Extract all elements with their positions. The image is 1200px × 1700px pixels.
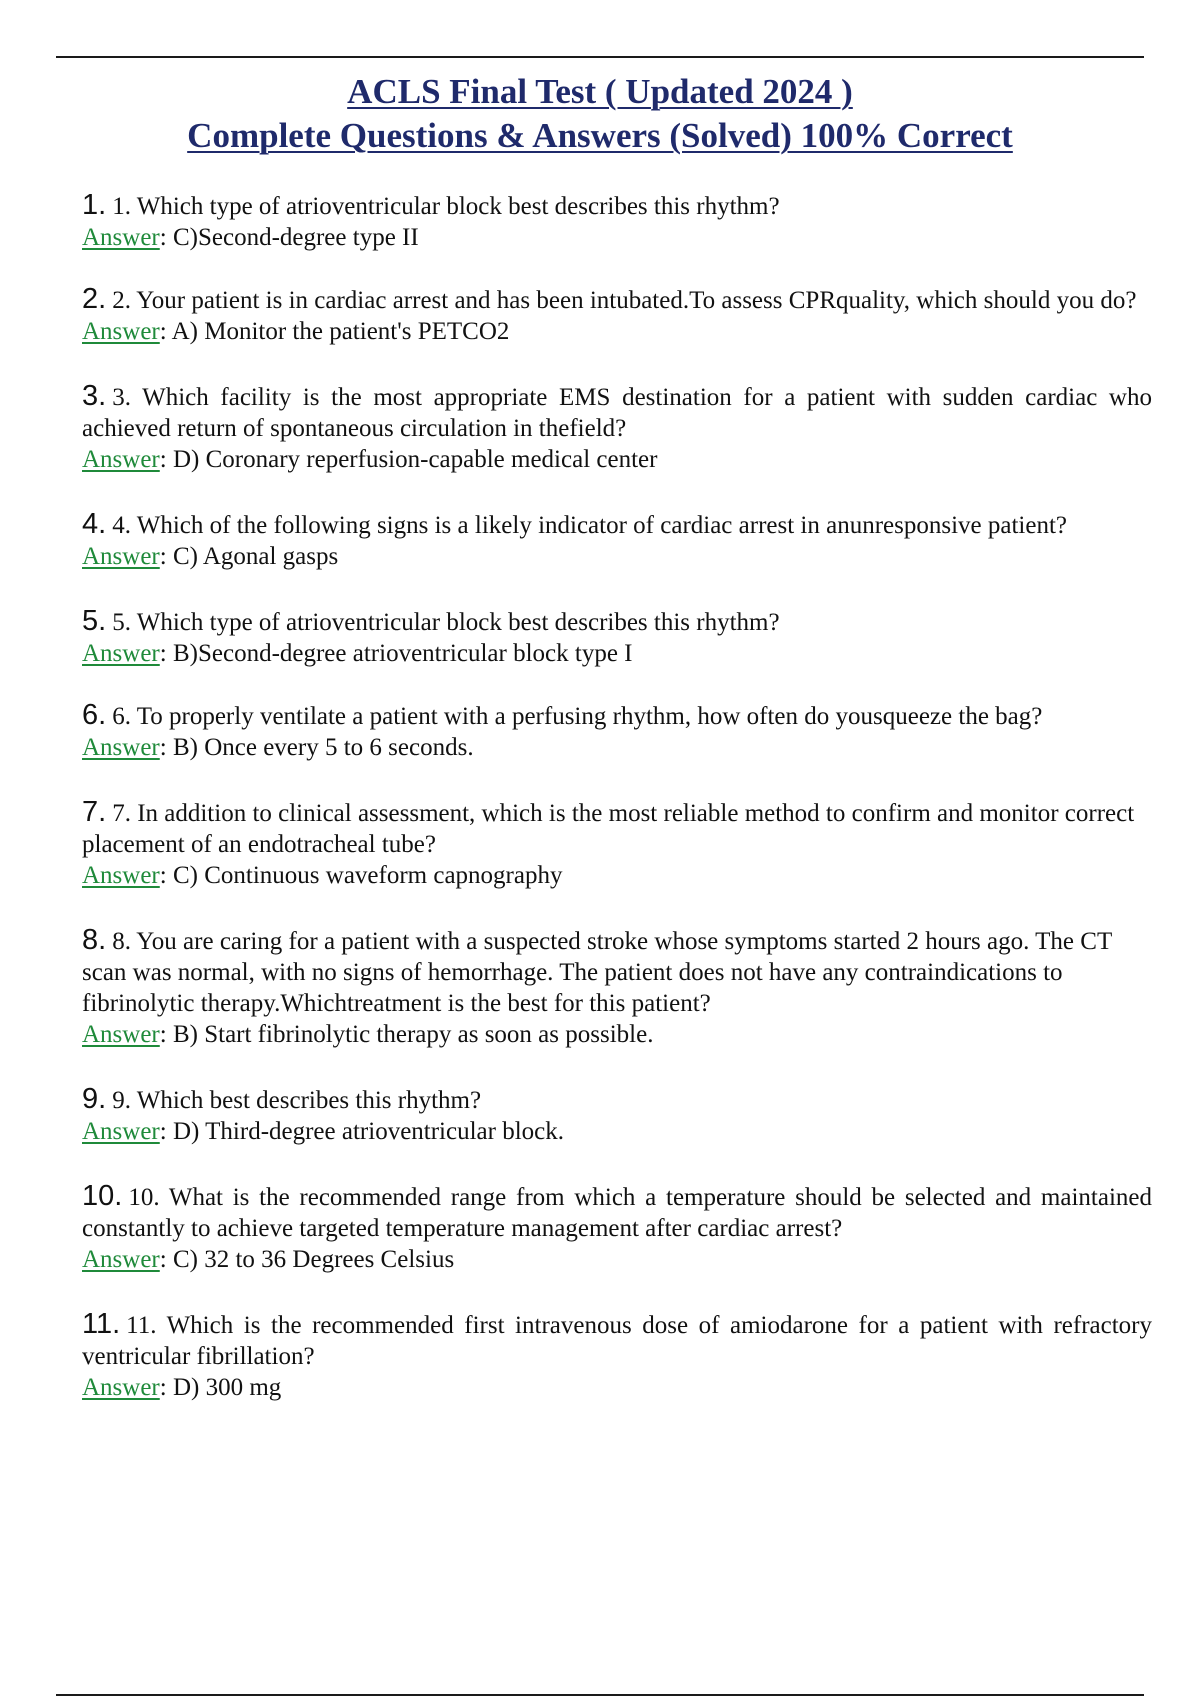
question-number: 2.	[82, 283, 107, 315]
answer-3: Answer: D) Coronary reperfusion-capable medical center	[82, 446, 658, 473]
answer-text: A) Monitor the patient's PETCO2	[166, 318, 510, 345]
qa-item-11	[82, 1309, 1152, 1403]
answer-text: C) Agonal gasps	[166, 543, 339, 570]
answer-8: Answer: B) Start fibrinolytic therapy as soon as possible.	[82, 1021, 654, 1048]
question-7	[82, 797, 1152, 860]
qa-item-5	[82, 606, 1152, 669]
answer-text: B) Once every 5 to 6 seconds.	[166, 734, 474, 761]
answer-label: Answer	[82, 862, 160, 889]
document-title	[0, 70, 1200, 158]
question-text: 3. Which facility is the most appropriate EMS destination for a patient with sudden cardiac who achieved return of spontaneous circulation in thefield?	[82, 384, 1152, 442]
top-rule	[56, 56, 1144, 58]
answer-label: Answer	[82, 734, 160, 761]
question-number: 9.	[82, 1083, 107, 1115]
answer-label: Answer	[82, 1246, 160, 1273]
question-text: 7. In addition to clinical assessment, which is the most reliable method to confirm and monitor correct placement of an endotracheal tube?	[82, 800, 1135, 858]
answer-11: Answer: D) 300 mg	[82, 1374, 282, 1401]
answer-9: Answer: D) Third-degree atrioventricular block.	[82, 1118, 565, 1145]
answer-1: Answer: C)Second-degree type II	[82, 224, 419, 251]
qa-item-10	[82, 1181, 1152, 1275]
question-10	[82, 1181, 1152, 1244]
answer-text: C) Continuous waveform capnography	[166, 862, 563, 889]
qa-item-3	[82, 381, 1152, 475]
qa-item-6	[82, 700, 1152, 763]
answer-text: B)Second-degree atrioventricular block type I	[166, 640, 633, 667]
answer-text: C)Second-degree type II	[166, 224, 419, 251]
answer-text: C) 32 to 36 Degrees Celsius	[166, 1246, 455, 1273]
question-6	[82, 700, 1152, 732]
title-line-1: ACLS Final Test ( Updated 2024 )	[347, 72, 853, 111]
answer-6: Answer: B) Once every 5 to 6 seconds.	[82, 734, 474, 761]
answer-text: D) Coronary reperfusion-capable medical center	[166, 446, 658, 473]
answer-label: Answer	[82, 224, 160, 251]
question-list	[82, 190, 1152, 1437]
answer-2: Answer: A) Monitor the patient's PETCO2	[82, 318, 510, 345]
question-5	[82, 606, 1152, 638]
question-11	[82, 1309, 1152, 1372]
question-number: 8.	[82, 924, 107, 956]
question-9	[82, 1084, 1152, 1116]
question-text: 9. Which best describes this rhythm?	[112, 1087, 482, 1114]
bottom-rule	[56, 1694, 1144, 1696]
answer-label: Answer	[82, 1374, 160, 1401]
answer-label: Answer	[82, 446, 160, 473]
question-number: 10.	[82, 1180, 123, 1212]
question-text: 5. Which type of atrioventricular block best describes this rhythm?	[112, 609, 780, 636]
answer-text: D) Third-degree atrioventricular block.	[166, 1118, 565, 1145]
question-number: 11.	[82, 1308, 121, 1340]
answer-label: Answer	[82, 1021, 160, 1048]
answer-text: D) 300 mg	[166, 1374, 282, 1401]
question-2	[82, 284, 1152, 316]
qa-item-9	[82, 1084, 1152, 1147]
question-text: 4. Which of the following signs is a likely indicator of cardiac arrest in anunresponsive patient?	[112, 512, 1068, 539]
answer-4: Answer: C) Agonal gasps	[82, 543, 339, 570]
question-number: 7.	[82, 796, 107, 828]
qa-item-2	[82, 284, 1152, 347]
question-number: 3.	[82, 380, 107, 412]
answer-label: Answer	[82, 1118, 160, 1145]
answer-label: Answer	[82, 318, 160, 345]
question-8	[82, 925, 1152, 1019]
qa-item-7	[82, 797, 1152, 891]
answer-7: Answer: C) Continuous waveform capnography	[82, 862, 563, 889]
qa-item-8	[82, 925, 1152, 1050]
qa-item-1	[82, 190, 1152, 253]
answer-10: Answer: C) 32 to 36 Degrees Celsius	[82, 1246, 455, 1273]
question-text: 11. Which is the recommended first intravenous dose of amiodarone for a patient with refractory ventricular fibrillation?	[82, 1312, 1152, 1370]
title-line-2: Complete Questions & Answers (Solved) 100% Correct	[187, 116, 1013, 155]
question-number: 1.	[82, 189, 107, 221]
question-number: 5.	[82, 605, 107, 637]
qa-item-4	[82, 509, 1152, 572]
question-text: 2. Your patient is in cardiac arrest and has been intubated.To assess CPRquality, which should you do?	[112, 287, 1137, 314]
question-text: 6. To properly ventilate a patient with a perfusing rhythm, how often do yousqueeze the bag?	[112, 703, 1043, 730]
question-1	[82, 190, 1152, 222]
question-3	[82, 381, 1152, 444]
answer-5: Answer: B)Second-degree atrioventricular block type I	[82, 640, 633, 667]
answer-label: Answer	[82, 640, 160, 667]
question-4	[82, 509, 1152, 541]
answer-text: B) Start fibrinolytic therapy as soon as possible.	[166, 1021, 654, 1048]
question-text: 10. What is the recommended range from which a temperature should be selected and maintained constantly to achieve targeted temperature management after cardiac arrest?	[82, 1184, 1152, 1242]
answer-label: Answer	[82, 543, 160, 570]
question-number: 6.	[82, 699, 107, 731]
question-number: 4.	[82, 508, 107, 540]
question-text: 1. Which type of atrioventricular block best describes this rhythm?	[112, 193, 780, 220]
question-text: 8. You are caring for a patient with a suspected stroke whose symptoms started 2 hours ago. The CT scan was normal, with no signs of hemorrhage. The patient does not have any contraindications to fibrinolytic therapy.Whichtreatment is the best for this patient?	[82, 928, 1112, 1017]
